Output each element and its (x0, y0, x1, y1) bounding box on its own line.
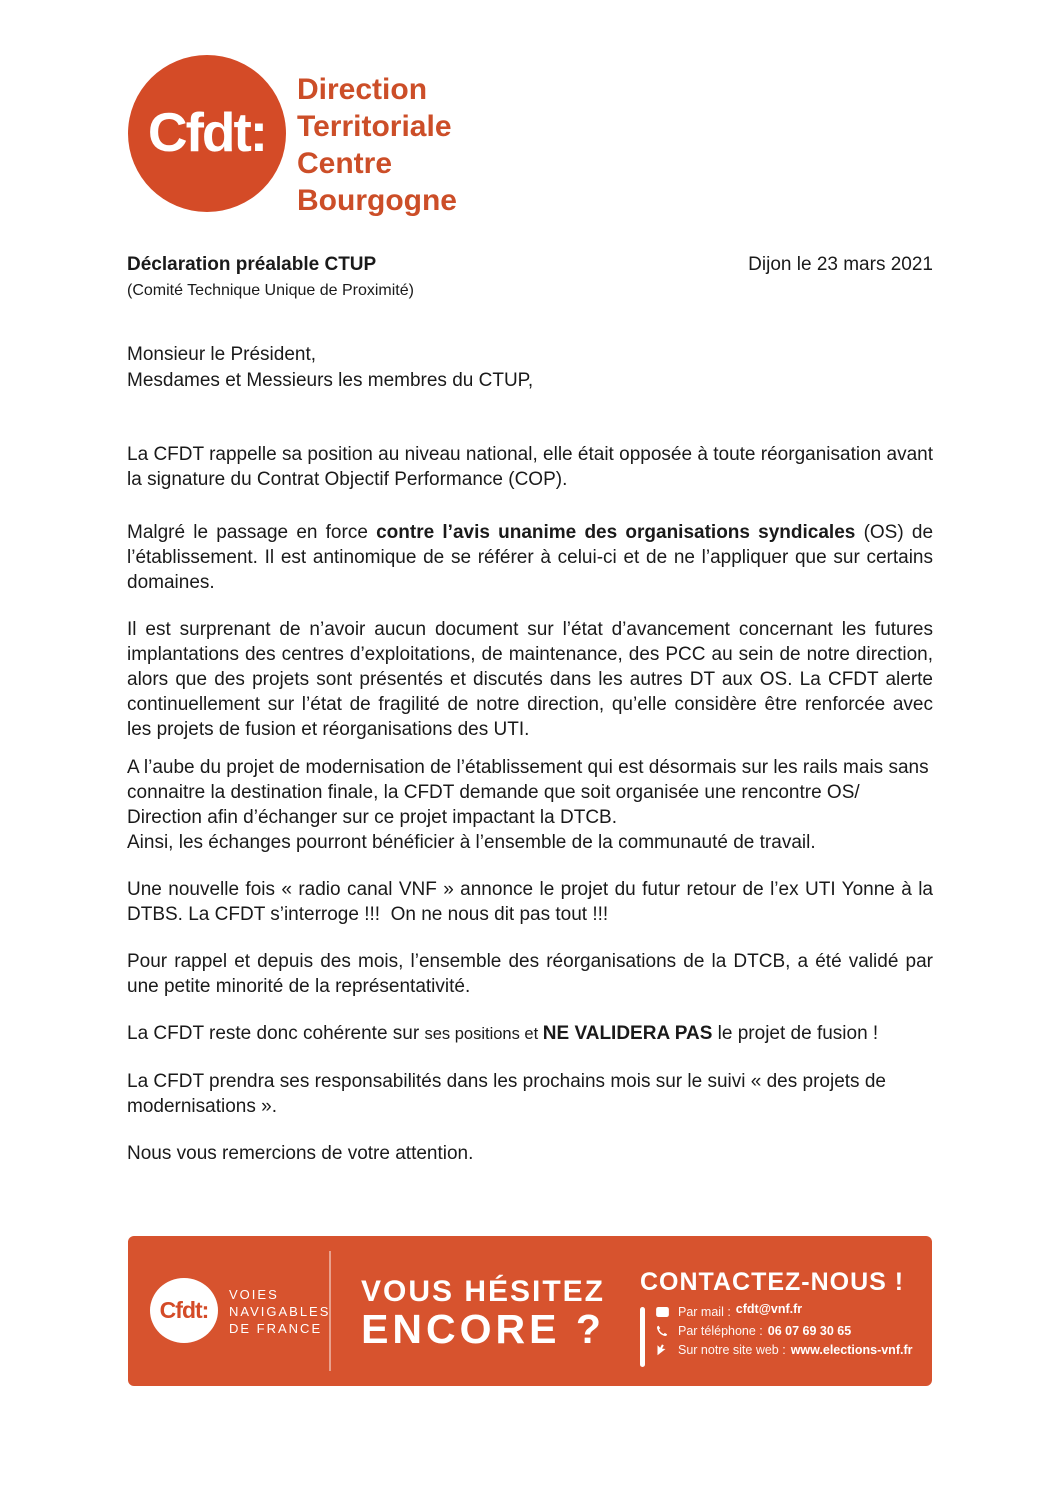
contact-block (640, 1268, 925, 1367)
document-date: Dijon le 23 mars 2021 (748, 254, 933, 275)
cursor-icon (656, 1344, 670, 1356)
contact-value: www.elections-vnf.fr (790, 1343, 913, 1357)
text-segment: contre l’avis unanime des organisations syndicales (376, 522, 856, 543)
contact-value: 06 07 69 30 65 (767, 1324, 852, 1338)
banner-divider (329, 1251, 331, 1371)
paragraph (127, 877, 933, 927)
contact-label: Par téléphone : (678, 1324, 763, 1338)
cfdt-logo (128, 55, 286, 212)
text-segment: La CFDT prendra ses responsabilités dans les prochains mois sur le suivi « des projets de modernisations ». (127, 1071, 886, 1117)
salutation-line: Monsieur le Président, (127, 344, 317, 365)
slogan-line-2: ENCORE ? (361, 1306, 605, 1352)
banner-slogan (343, 1276, 623, 1350)
salutation (127, 342, 533, 394)
contact-title: CONTACTEZ-NOUS ! (640, 1268, 905, 1296)
contact-list (656, 1302, 913, 1367)
contact-row-web (656, 1343, 912, 1357)
cfdt-footer-logo-text: Cfdt: (159, 1297, 209, 1323)
text-segment: (OS) de l’établissement. Il est antinomique de se référer à celui-ci et de ne l’appliquer que sur certains domaines. (127, 522, 934, 593)
contact-accent-bar (640, 1307, 645, 1367)
title-block (127, 253, 414, 301)
text-segment: Nous vous remercions de votre attention. (127, 1143, 474, 1164)
paragraph (127, 617, 933, 742)
org-name-block (297, 71, 457, 219)
text-segment: La CFDT reste donc cohérente sur (127, 1023, 425, 1044)
paragraph (127, 442, 933, 492)
text-segment: NE VALIDERA PAS (542, 1023, 713, 1044)
mail-icon (656, 1307, 670, 1317)
text-segment: Malgré le passage en force (127, 522, 377, 543)
paragraph (127, 1069, 933, 1119)
org-line: Direction (297, 73, 428, 106)
slogan-line-1: VOUS HÉSITEZ (360, 1275, 606, 1308)
letterhead (128, 55, 457, 219)
letter-body (127, 442, 933, 1188)
org-line: Bourgogne (297, 184, 457, 217)
cfdt-logo-text: Cfdt: (147, 100, 267, 163)
text-segment: La CFDT rappelle sa position au niveau national, elle était opposée à toute réorganisation avant la signature du Contrat Objectif Performance (COP). (127, 444, 933, 490)
text-segment: A l’aube du projet de modernisation de l’établissement qui est désormais sur les rails mais sans connaitre la destination finale, la CFDT demande que soit organisée une rencontre OS/ Direction afin d’échanger sur ce projet impactant la DTCB. (127, 757, 929, 828)
vnf-line: VOIES (229, 1287, 279, 1302)
title-row (127, 253, 933, 301)
phone-icon (656, 1325, 670, 1337)
vnf-line: DE FRANCE (229, 1321, 323, 1336)
org-line: Centre (297, 147, 393, 180)
paragraph (127, 949, 933, 999)
contact-label: Par mail : (678, 1305, 731, 1319)
text-segment: Une nouvelle fois « radio canal VNF » annonce le projet du futur retour de l’ex UTI Yonne à la DTBS. La CFDT s’interroge !!! On ne nous dit pas tout !!! (127, 879, 933, 925)
cfdt-footer-logo (150, 1278, 218, 1343)
footer-banner (128, 1236, 932, 1386)
contact-body (640, 1302, 925, 1367)
text-segment: Pour rappel et depuis des mois, l’ensemble des réorganisations de la DTCB, a été validé par une petite minorité de la représentativité. (127, 951, 933, 997)
vnf-line: NAVIGABLES (229, 1304, 331, 1319)
text-segment: le projet de fusion ! (712, 1023, 879, 1044)
org-line: Territoriale (297, 110, 452, 143)
contact-value: cfdt@vnf.fr (735, 1302, 803, 1316)
document-title: Déclaration préalable CTUP (127, 254, 377, 275)
paragraph (127, 1021, 933, 1047)
paragraph (127, 1141, 933, 1166)
contact-row-phone (656, 1324, 912, 1338)
salutation-line: Mesdames et Messieurs les membres du CTUP, (127, 370, 534, 391)
text-segment: Ainsi, les échanges pourront bénéficier à l’ensemble de la communauté de travail. (127, 832, 816, 853)
vnf-name-block (229, 1286, 330, 1337)
text-segment: ses positions et (424, 1025, 543, 1043)
text-segment: Il est surprenant de n’avoir aucun document sur l’état d’avancement concernant les futures implantations des centres d’exploitations, de maintenance, des PCC au sein de notre direction, alors que des projets sont présentés et discutés dans les autres DT aux OS. La CFDT alerte continuellement sur l’état de fragilité de notre direction, qu’elle considère être renforcée avec les projets de fusion et réorganisations des UTI. (127, 619, 933, 740)
contact-row-mail (656, 1302, 912, 1319)
paragraph (127, 755, 933, 855)
contact-label: Sur notre site web : (678, 1343, 786, 1357)
paragraph (127, 520, 933, 595)
document-subtitle: (Comité Technique Unique de Proximité) (127, 282, 414, 299)
